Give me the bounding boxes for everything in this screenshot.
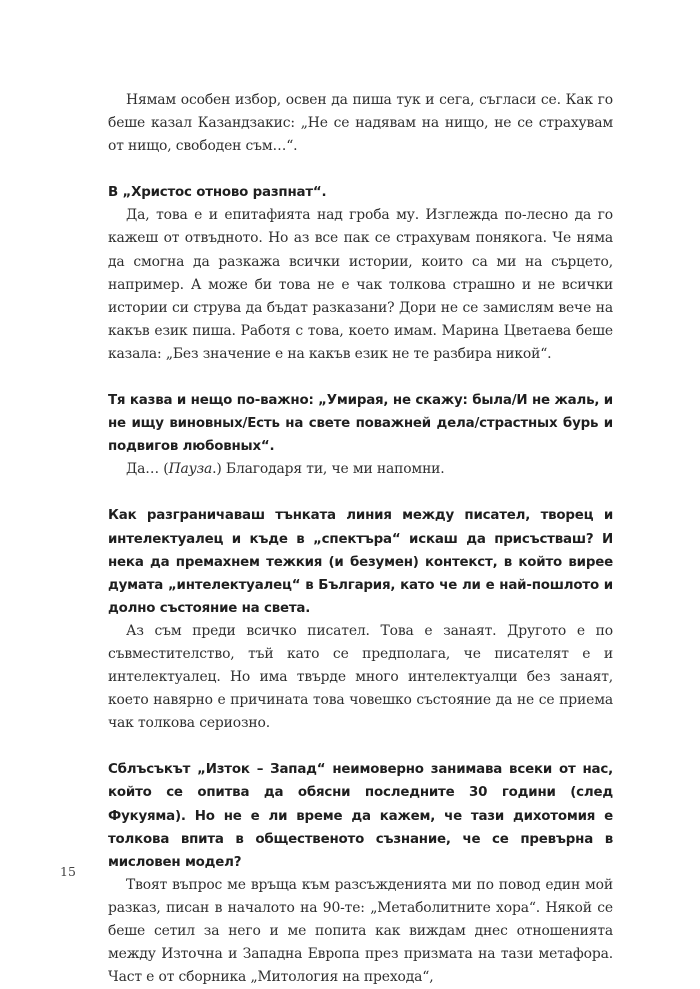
- answer-3-end: .) Благодаря ти, че ми напомни.: [212, 461, 445, 478]
- paragraph-gap: [108, 366, 613, 389]
- page-number: 15: [60, 864, 76, 879]
- paragraph-answer-3: [108, 458, 613, 481]
- paragraph-answer-2: Да, това е и епитафията над гроба му. Изглежда по-лесно да го кажеш от отвъдното. Но аз все пак се страхувам понякога. Че няма да смогна да разкажа всички истории, които са ми на сърцето, например. А може би това не е чак толкова страшно и не всички истории си струва да бъдат разказани? Дори не се замислям вече на какъв език пиша. Работя с това, което имам. Марина Цветаева беше казала: „Без значение е на какъв език не те разбира никой“.: [108, 207, 613, 362]
- question-2: Тя казва и нещо по-важно: „Умирая, не скажу: была/И не жаль, и не ищу виновных/Есть на свете поважней дела/страстных бурь и подвигов любовных“.: [108, 393, 613, 455]
- pause-italic: Пауза: [168, 461, 213, 478]
- question-1: В „Христос отново разпнат“.: [108, 185, 327, 201]
- question-4: Сблъсъкът „Изток – Запад“ неимоверно занимава всеки от нас, който се опитва да обясни последните 30 години (след Фукуяма). Но не е ли време да кажем, че тази дихотомия е толкова впита в общественото съзнание, че се превърна в мисловен модел?: [108, 762, 613, 870]
- question-3: Как разграничаваш тънката линия между писател, творец и интелектуалец и къде в „спектъра“ искаш да присъстваш? И нека да премахнем тежкия (и безумен) контекст, в който вирее думата „интелектуалец“ в България, като че ли е най-пошлото и долно състояние на света.: [108, 508, 613, 616]
- text-column: [108, 89, 613, 989]
- answer-3-start: Да… (: [126, 461, 169, 478]
- paragraph-gap: [108, 158, 613, 181]
- paragraph-gap: [108, 481, 613, 504]
- paragraph-gap: [108, 735, 613, 758]
- paragraph-answer-1: Нямам особен избор, освен да пиша тук и сега, съгласи се. Как го беше казал Казандзакис: „Не се надявам на нищо, не се страхувам от нищо, свободен съм…“.: [108, 92, 613, 155]
- paragraph-answer-4: Аз съм преди всичко писател. Това е занаят. Другото е по съвместителство, тъй като се предполага, че писателят е и интелектуалец. Но има твърде много интелектуалци без занаят, което навярно е причината това човешко състояние да не се приема чак толкова сериозно.: [108, 622, 613, 732]
- paragraph-answer-5: Твоят въпрос ме връща към разсъжденията ми по повод един мой разказ, писан в началото на 90-те: „Метаболитните хора“. Някой се беше сетил за него и ме попита как виждам днес отношенията между Източна и Западна Европа през призмата на тази метафора. Част е от сборника „Митология на прехода“,: [108, 876, 613, 986]
